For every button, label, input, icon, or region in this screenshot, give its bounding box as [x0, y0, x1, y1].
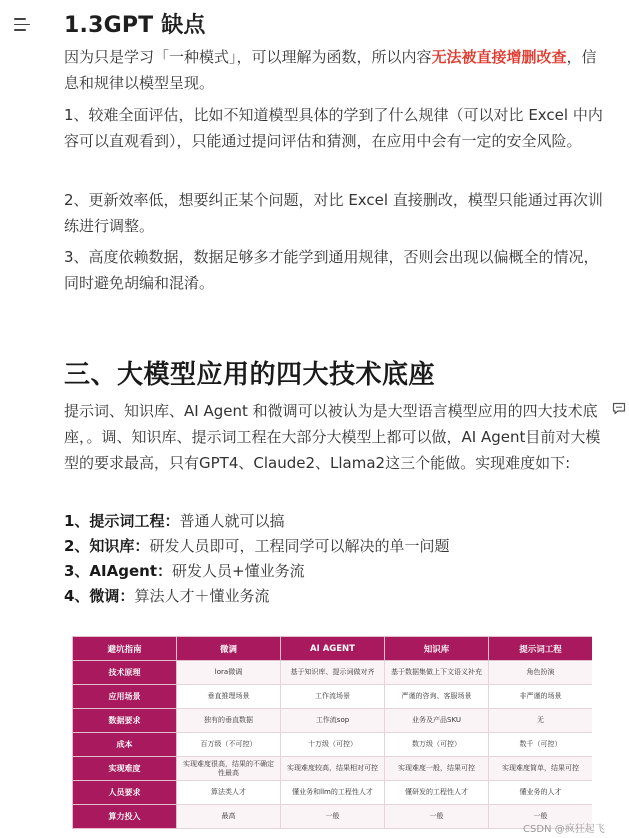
- table-cell: 基于数据集做上下文语义补充: [385, 661, 489, 685]
- difficulty-item: 2、知识库：研发人员即可，工程同学可以解决的单一问题: [64, 537, 450, 555]
- table-cell: 一般: [489, 805, 593, 829]
- comparison-table-image: [72, 636, 592, 838]
- difficulty-item: 4、微调：算法人才＋懂业务流: [64, 587, 270, 605]
- row-header: 实现难度: [73, 757, 177, 781]
- table-cell: 无: [489, 709, 593, 733]
- difficulty-item: 1、提示词工程：普通人就可以搞: [64, 512, 285, 530]
- table-header: 提示词工程: [489, 637, 593, 661]
- table-cell: 实现难度较高，结果相对可控: [281, 757, 385, 781]
- table-cell: 基于知识库、提示词做对齐: [281, 661, 385, 685]
- table-header: 知识库: [385, 637, 489, 661]
- table-cell: 最高: [177, 805, 281, 829]
- watermark: CSDN @疯狂起飞: [523, 824, 605, 835]
- table-row: [73, 781, 593, 805]
- table-cell: 垂直推理场景: [177, 685, 281, 709]
- table-cell: 实现难度很高，结果的不确定性最高: [177, 757, 281, 781]
- table-cell: 懂研发的工程性人才: [385, 781, 489, 805]
- table-cell: 工作流sop: [281, 709, 385, 733]
- table-cell: 实现难度简单，结果可控: [489, 757, 593, 781]
- row-header: 应用场景: [73, 685, 177, 709]
- table-cell: 十万级（可控）: [281, 733, 385, 757]
- table-cell: 角色扮演: [489, 661, 593, 685]
- row-header: 人员要求: [73, 781, 177, 805]
- table-header-row: [73, 637, 593, 661]
- table-cell: 百万级（不可控）: [177, 733, 281, 757]
- table-cell: 懂业务和llm的工程性人才: [281, 781, 385, 805]
- comparison-table: [72, 636, 592, 829]
- row-header: 数据要求: [73, 709, 177, 733]
- table-cell: 非严谨的场景: [489, 685, 593, 709]
- table-cell: 一般: [281, 805, 385, 829]
- table-cell: 算法类人才: [177, 781, 281, 805]
- table-row: [73, 733, 593, 757]
- table-cell: 一般: [385, 805, 489, 829]
- point-paragraph: 2、更新效率低，想要纠正某个问题，对比 Excel 直接删改，模型只能通过再次训练进行调整。: [64, 191, 603, 235]
- point-paragraph: 3、高度依赖数据，数据足够多才能学到通用规律，否则会出现以偏概全的情况，同时避免胡编和混淆。: [64, 248, 599, 292]
- point-paragraph: 1、较难全面评估，比如不知道模型具体的学到了什么规律（可以对比 Excel 中内容可以直观看到），只能通过提问评估和猜测，在应用中会有一定的安全风险。: [64, 106, 603, 150]
- table-cell: 实现难度一般，结果可控: [385, 757, 489, 781]
- row-header: 算力投入: [73, 805, 177, 829]
- table-cell: 数千（可控）: [489, 733, 593, 757]
- row-header: 成本: [73, 733, 177, 757]
- table-header: 微调: [177, 637, 281, 661]
- chapter-heading: 三、大模型应用的四大技术底座: [64, 360, 436, 390]
- section-heading: 1.3GPT 缺点: [64, 13, 206, 38]
- difficulty-item: 3、AIAgent：研发人员+懂业务流: [64, 562, 305, 580]
- table-row: [73, 685, 593, 709]
- chapter-intro-paragraph: 提示词、知识库、AI Agent 和微调可以被认为是大型语言模型应用的四大技术底座，。调、知识库、提示词工程在大部分大模型上都可以做，AI Agent目前对大模型的要求最高，只有GPT4、Claude2、Llama2这三个能做。实现难度如下:: [64, 402, 601, 472]
- table-cell: 数万级（可控）: [385, 733, 489, 757]
- table-row: [73, 709, 593, 733]
- outline-menu-icon[interactable]: [14, 18, 32, 34]
- table-row: [73, 805, 593, 829]
- highlight-text: 无法被直接增删改查: [431, 48, 567, 66]
- comment-icon[interactable]: [612, 402, 626, 415]
- table-row: [73, 757, 593, 781]
- table-header: 避坑指南: [73, 637, 177, 661]
- table-cell: 业务及产品SKU: [385, 709, 489, 733]
- table-header: AI AGENT: [281, 637, 385, 661]
- table-cell: 独有的垂直数据: [177, 709, 281, 733]
- row-header: 技术原理: [73, 661, 177, 685]
- table-cell: lora微调: [177, 661, 281, 685]
- table-cell: 工作流场景: [281, 685, 385, 709]
- table-cell: 懂业务的人才: [489, 781, 593, 805]
- intro-paragraph: 因为只是学习「一种模式」，可以理解为函数，所以内容无法被直接增删改查，信息和规律以模型呈现。: [64, 48, 597, 92]
- table-cell: 严谨的咨询、客服场景: [385, 685, 489, 709]
- table-row: [73, 661, 593, 685]
